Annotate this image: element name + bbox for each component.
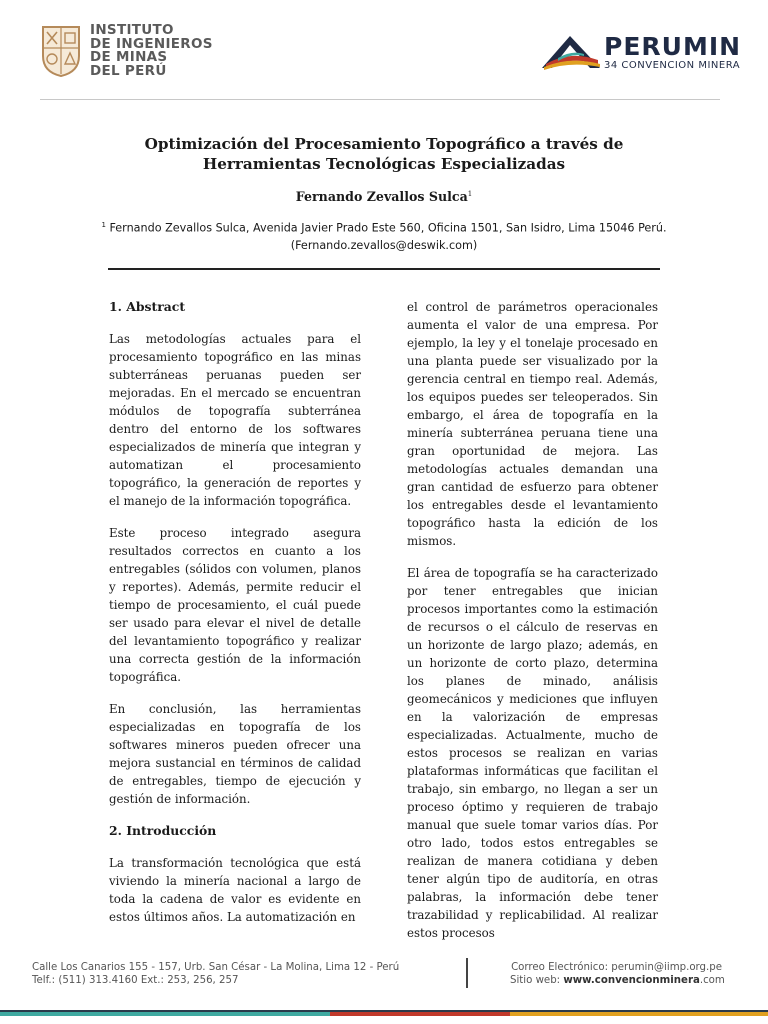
right-column [407, 298, 658, 956]
footer-web-label: Sitio web: [510, 975, 564, 986]
body-paragraph: El área de topografía se ha caracterizado por tener entregables que inician procesos importantes como la estimación de recursos o el cálculo de reservas en un horizonte de largo plazo; además, en un horizonte de corto plazo, determina los planes de minado, análisis geomecánicos y mediciones que influyen en la valorización de empresas especializadas. Actualmente, mucho de estos procesos se realizan en varias plataformas informáticas que facilitan el trabajo, sin embargo, no llegan a ser un proceso óptimo y requieren de trabajo manual que suele tomar varios días. Por otro lado, todos estos entregables se realizan de manera cotidiana y deben tener algún tipo de auditoría, en otras palabras, la información debe tener trazabilidad y replicabilidad. Al realizar estos procesos [407, 566, 658, 940]
abstract-heading: 1. Abstract [109, 299, 186, 314]
institute-crest-icon [40, 24, 82, 78]
introduction-heading: 2. Introducción [109, 823, 217, 838]
left-column [109, 298, 361, 940]
footer-bar-teal [0, 1012, 330, 1016]
body-paragraph: el control de parámetros operacionales aumenta el valor de una empresa. Por ejemplo, la ley y el tonelaje procesado en una planta puede ser visualizado por la gerencia central en tiempo real. Además, los equipos puedes ser teleoperados. Sin embargo, el área de topografía en la minería subterránea peruana tiene una gran oportunidad de mejora. Las metodologías actuales demandan una gran cantidad de esfuerzo para obtener los entregables desde el levantamiento topográfico hasta la edición de los mismos. [407, 300, 658, 548]
footer-email-label: Correo Electrónico: [511, 962, 612, 973]
title-divider [108, 268, 660, 270]
introduction-paragraph: La transformación tecnológica que está viviendo la minería nacional a largo de toda la cadena de valor es evidente en estos últimos años. La automatización en [109, 856, 361, 924]
institute-name-line: DE INGENIEROS [90, 35, 213, 52]
institute-name-line: DE MINAS [90, 49, 168, 65]
institute-name-line: DEL PERÚ [90, 62, 167, 79]
abstract-paragraph: Este proceso integrado asegura resultados correctos en cuanto a los entregables (sólidos con volumen, planos y reportes). Además, permite reducir el tiempo de procesamiento, el cuál puede ser usado para elevar el nivel de detalle del levantamiento topográfico y realizar una correcta gestión de la información topográfica. [109, 526, 361, 684]
paper-author [100, 189, 668, 204]
author-name: Fernando Zevallos Sulca [295, 189, 468, 204]
footer-contact [510, 961, 725, 987]
footer-bar-red [330, 1012, 510, 1016]
event-name: PERUMIN [604, 32, 742, 61]
perumin-logo [540, 26, 742, 76]
institute-name [90, 24, 213, 78]
author-footnote-mark: 1 [467, 189, 473, 198]
footer-email-link[interactable]: perumin@iimp.org.pe [611, 962, 722, 973]
institute-logo [40, 24, 250, 84]
footer-web-suffix: .com [699, 975, 725, 986]
footer-address-line: Calle Los Canarios 155 - 157, Urb. San César - La Molina, Lima 12 - Perú [32, 962, 400, 973]
affiliation-footnote-mark: 1 [101, 221, 106, 229]
event-subtitle: 34 CONVENCION MINERA [604, 60, 741, 71]
institute-name-line: INSTITUTO [90, 22, 174, 38]
abstract-paragraph: En conclusión, las herramientas especializadas en topografía de los softwares mineros pueden ofrecer una mejora sustancial en términos de calidad de entregables, tiempo de ejecución y gestión de información. [109, 702, 361, 806]
header-divider [40, 99, 720, 100]
footer-phone-line: Telf.: (511) 313.4160 Ext.: 253, 256, 257 [32, 975, 239, 986]
footer-address [32, 961, 399, 987]
abstract-paragraph: Las metodologías actuales para el procesamiento topográfico en las minas subterráneas peruanas pueden ser mejoradas. En el mercado se encuentran módulos de topografía subterránea dentro del entorno de los softwares especializados de minería que integran y automatizan el procesamiento topográfico, la generación de reportes y el manejo de la información topográfica. [109, 332, 361, 508]
affiliation-text: Fernando Zevallos Sulca, Avenida Javier Prado Este 560, Oficina 1501, San Isidro, Lima 15046 Perú. (Fernando.zevallos@deswik.com) [109, 221, 667, 252]
footer-divider [466, 958, 468, 988]
paper-title: Optimización del Procesamiento Topográfico a través de Herramientas Tecnológicas Especializadas [144, 135, 624, 173]
footer-web-link[interactable]: www.convencionminera [563, 975, 700, 986]
paper-affiliation [100, 217, 668, 254]
footer-bar-orange [510, 1012, 768, 1016]
mountain-logo-icon [540, 30, 602, 70]
